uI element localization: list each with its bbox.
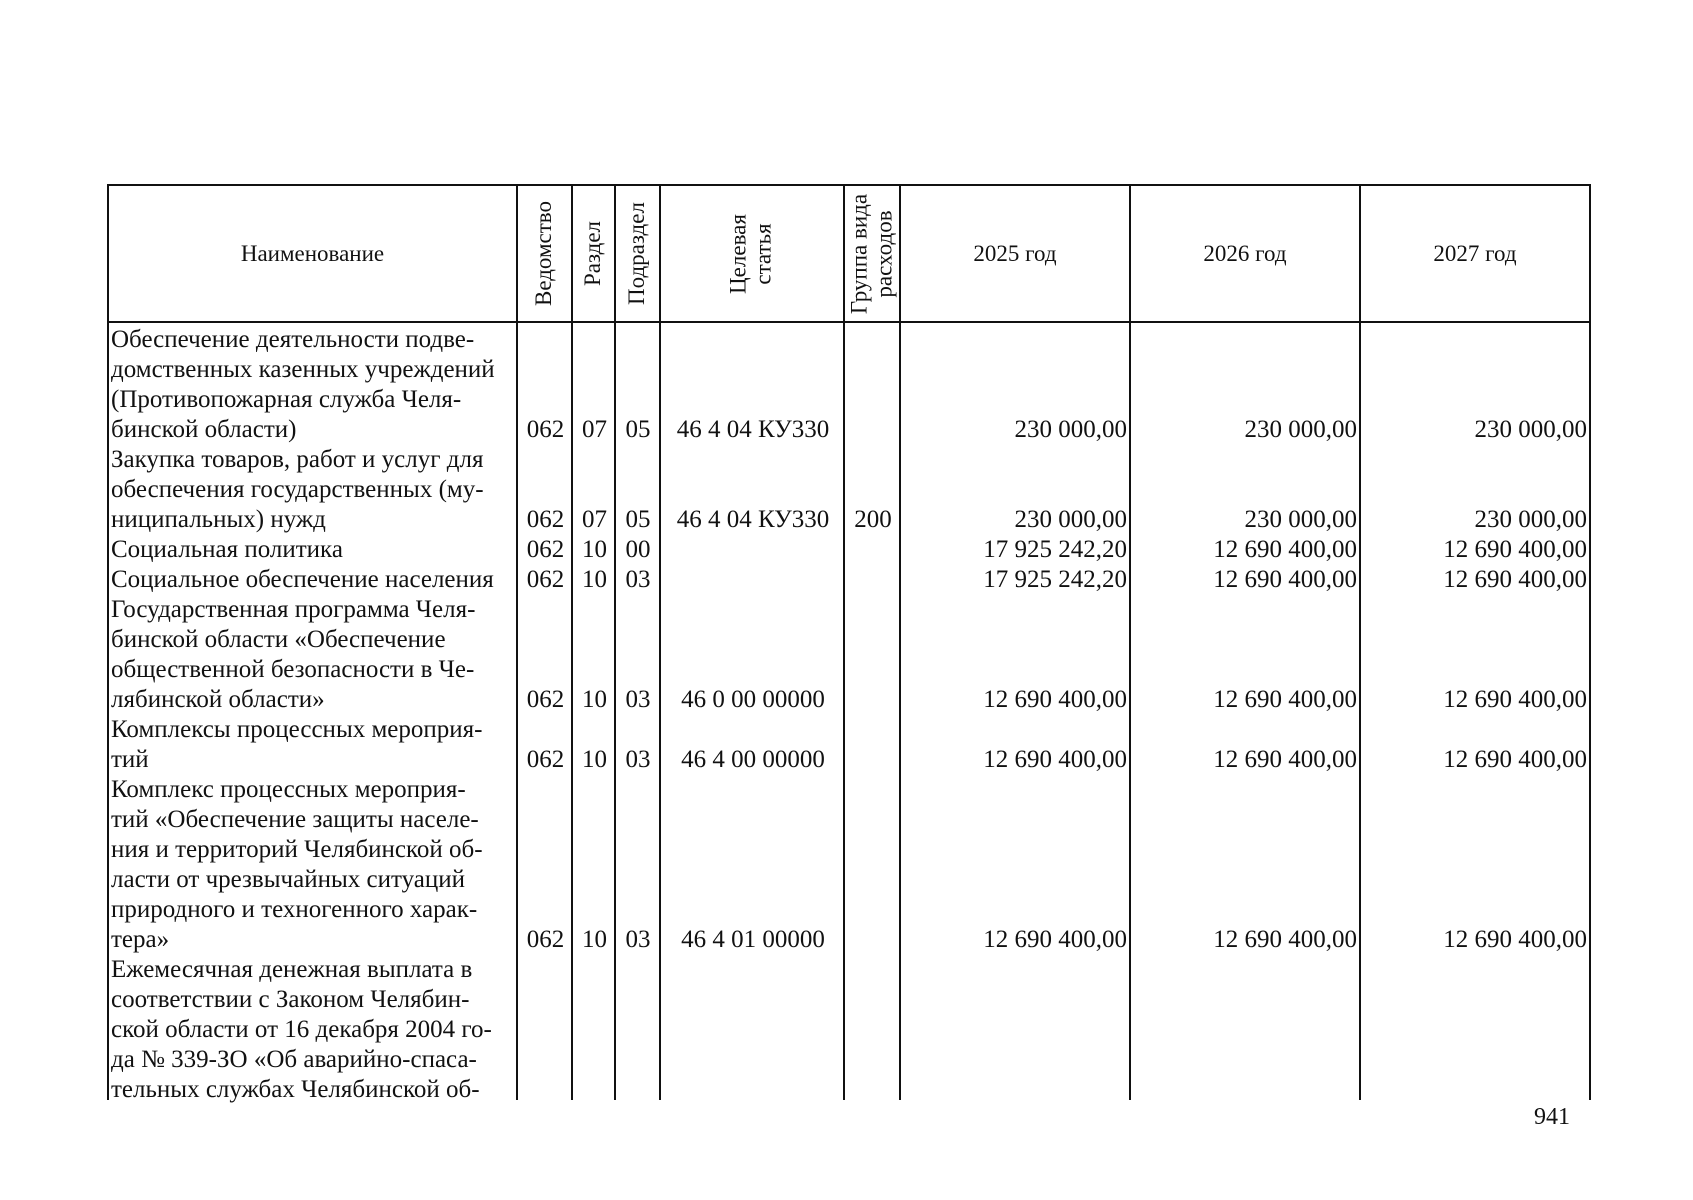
row-name — [111, 535, 512, 565]
cell-podrazdel: 05 — [625, 416, 651, 443]
cell-2027: 230 000,00 — [1474, 506, 1587, 533]
cell-2025: 12 690 400,00 — [983, 686, 1127, 713]
col-border — [899, 184, 901, 1100]
row-name-line: бинской области «Обеспечение — [111, 626, 446, 653]
cell-2027: 12 690 400,00 — [1443, 566, 1587, 593]
row-name-line: ниципальных) нужд — [111, 506, 326, 533]
header-name: Наименование — [240, 240, 385, 266]
row-name-line: ласти от чрезвычайных ситуаций — [111, 866, 465, 893]
cell-2025: 12 690 400,00 — [983, 926, 1127, 953]
row-name-line: соответствии с Законом Челябин- — [111, 986, 470, 1013]
row-name-line: домственных казенных учреждений — [111, 356, 495, 383]
row-name-line: бинской области) — [111, 416, 297, 443]
header-vedomstvo: Ведомство — [531, 200, 556, 307]
cell-gruppa: 200 — [854, 506, 892, 533]
cell-2025: 230 000,00 — [1014, 416, 1127, 443]
header-2025: 2025 год — [973, 240, 1057, 266]
cell-2025: 17 925 242,20 — [983, 566, 1127, 593]
cell-2026: 12 690 400,00 — [1213, 536, 1357, 563]
cell-2026: 12 690 400,00 — [1213, 566, 1357, 593]
header-2027: 2027 год — [1433, 240, 1517, 266]
cell-2026: 230 000,00 — [1244, 416, 1357, 443]
cell-2026: 12 690 400,00 — [1213, 926, 1357, 953]
cell-podrazdel: 03 — [625, 566, 651, 593]
col-border — [1129, 184, 1131, 1100]
header-podrazdel: Подраздел — [624, 202, 649, 305]
row-name — [111, 595, 512, 715]
row-name-line: ния и территорий Челябинской об- — [111, 836, 483, 863]
row-name — [111, 325, 512, 445]
col-border — [1359, 184, 1361, 1100]
cell-razdel: 07 — [582, 416, 607, 443]
header-celevaya-line1: Целевая — [725, 214, 751, 294]
row-name-line: Ежемесячная денежная выплата в — [111, 956, 473, 983]
cell-vedomstvo: 062 — [526, 566, 565, 593]
cell-celevaya: 46 4 01 00000 — [681, 926, 825, 953]
row-name-line: тера» — [111, 926, 170, 953]
col-border — [614, 184, 616, 1100]
col-border — [516, 184, 518, 1100]
cell-2027: 12 690 400,00 — [1443, 536, 1587, 563]
row-name-line: тельных службах Челябинской об- — [111, 1076, 480, 1103]
col-border — [571, 184, 573, 1100]
cell-2026: 12 690 400,00 — [1213, 746, 1357, 773]
row-name — [111, 715, 512, 775]
cell-razdel: 10 — [582, 566, 607, 593]
cell-2027: 12 690 400,00 — [1443, 686, 1587, 713]
cell-razdel: 10 — [582, 926, 607, 953]
row-name-line: Комплексы процессных мероприя- — [111, 716, 483, 743]
cell-2025: 17 925 242,20 — [983, 536, 1127, 563]
header-razdel: Раздел — [580, 220, 605, 287]
col-border — [107, 184, 109, 1100]
row-name-line: ской области от 16 декабря 2004 го- — [111, 1016, 492, 1043]
cell-vedomstvo: 062 — [526, 746, 565, 773]
cell-2026: 230 000,00 — [1244, 506, 1357, 533]
cell-vedomstvo: 062 — [526, 536, 565, 563]
cell-celevaya: 46 4 04 КУ330 — [676, 416, 830, 443]
row-name-line: обеспечения государственных (му- — [111, 476, 484, 503]
cell-2027: 12 690 400,00 — [1443, 926, 1587, 953]
row-name-line: тий «Обеспечение защиты населе- — [111, 806, 479, 833]
cell-2027: 12 690 400,00 — [1443, 746, 1587, 773]
row-name-line: да № 339-ЗО «Об аварийно-спаса- — [111, 1046, 477, 1073]
header-gruppa — [846, 187, 898, 322]
row-name-line: Социальная политика — [111, 536, 343, 563]
row-name — [111, 445, 512, 535]
cell-2025: 12 690 400,00 — [983, 746, 1127, 773]
cell-2027: 230 000,00 — [1474, 416, 1587, 443]
row-name-line: Закупка товаров, работ и услуг для — [111, 446, 484, 473]
row-name — [111, 565, 512, 595]
cell-vedomstvo: 062 — [526, 686, 565, 713]
row-name-line: тий — [111, 746, 149, 773]
row-name-line: лябинской области» — [111, 686, 325, 713]
col-border — [659, 184, 661, 1100]
cell-podrazdel: 03 — [625, 926, 651, 953]
row-name-line: Социальное обеспечение населения — [111, 566, 494, 593]
row-name — [111, 775, 512, 955]
cell-2026: 12 690 400,00 — [1213, 686, 1357, 713]
cell-celevaya: 46 0 00 00000 — [681, 686, 825, 713]
header-2026: 2026 год — [1203, 240, 1287, 266]
cell-razdel: 10 — [582, 686, 607, 713]
row-name-line: Обеспечение деятельности подве- — [111, 326, 475, 353]
cell-razdel: 10 — [582, 746, 607, 773]
col-border — [1589, 184, 1591, 1100]
header-celevaya — [725, 187, 777, 322]
cell-celevaya: 46 4 00 00000 — [681, 746, 825, 773]
cell-podrazdel: 05 — [625, 506, 651, 533]
row-name-line: (Противопожарная служба Челя- — [111, 386, 462, 413]
header-gruppa-line1: Группа вида — [846, 193, 872, 315]
cell-podrazdel: 03 — [625, 746, 651, 773]
header-celevaya-line2: статья — [750, 223, 776, 285]
cell-vedomstvo: 062 — [526, 416, 565, 443]
cell-vedomstvo: 062 — [526, 926, 565, 953]
cell-podrazdel: 00 — [625, 536, 651, 563]
row-name-line: природного и техногенного харак- — [111, 896, 478, 923]
cell-vedomstvo: 062 — [526, 506, 565, 533]
cell-razdel: 07 — [582, 506, 607, 533]
row-name-line: общественной безопасности в Че- — [111, 656, 475, 683]
cell-podrazdel: 03 — [625, 686, 651, 713]
cell-2025: 230 000,00 — [1014, 506, 1127, 533]
row-name-line: Государственная программа Челя- — [111, 596, 476, 623]
cell-razdel: 10 — [582, 536, 607, 563]
page-number: 941 — [1534, 1104, 1570, 1130]
cell-celevaya: 46 4 04 КУ330 — [676, 506, 830, 533]
col-border — [843, 184, 845, 1100]
row-name-line: Комплекс процессных мероприя- — [111, 776, 466, 803]
row-name — [111, 955, 512, 1105]
header-gruppa-line2: расходов — [871, 210, 897, 298]
